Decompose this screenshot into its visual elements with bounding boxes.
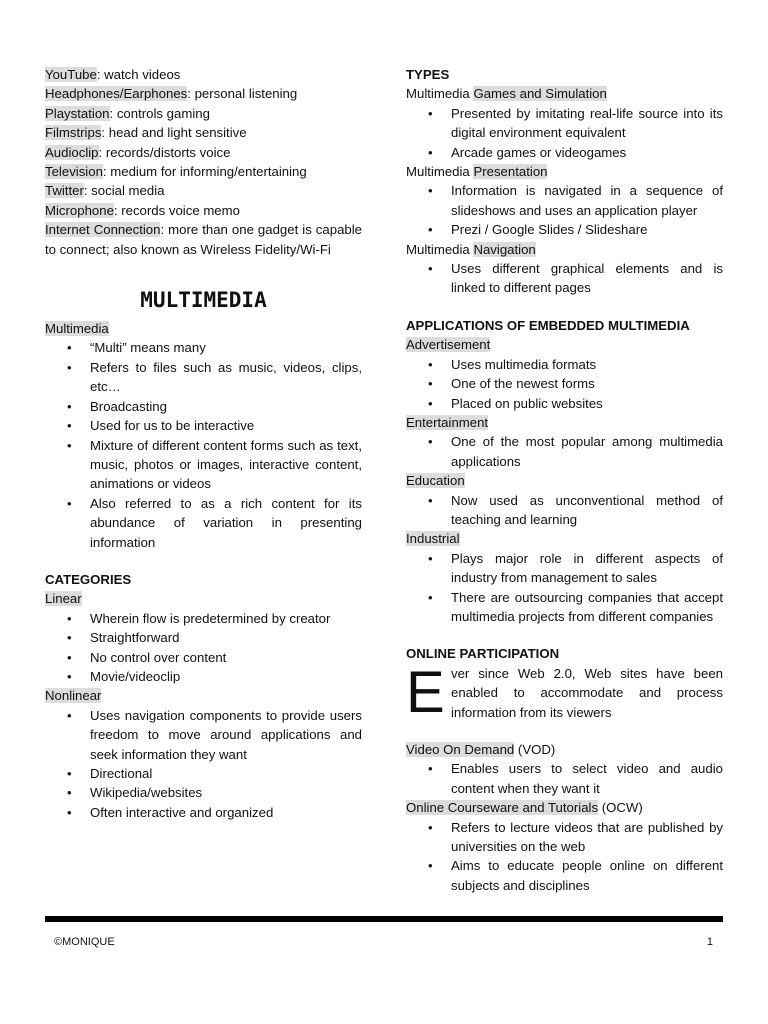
app-label: Industrial bbox=[406, 531, 460, 547]
section-label-nonlinear: Nonlinear bbox=[45, 688, 102, 704]
gadget-item: Twitter: social media bbox=[45, 183, 165, 199]
list-item: • Mixture of different content forms such as text, music, photos or images, interactive content, animations or videos bbox=[45, 436, 362, 494]
linear-bullets bbox=[45, 609, 362, 687]
applications-heading: APPLICATIONS OF EMBEDDED MULTIMEDIA bbox=[406, 317, 690, 333]
left-column bbox=[45, 65, 362, 822]
list-item: • Plays major role in different aspects of industry from management to sales bbox=[406, 549, 723, 588]
list-item: • Now used as unconventional method of teaching and learning bbox=[406, 491, 723, 530]
list-item: • One of the most popular among multimedia applications bbox=[406, 432, 723, 471]
list-item: • Arcade games or videogames bbox=[406, 143, 723, 162]
list-item: • Uses navigation components to provide users freedom to move around applications and seek information they want bbox=[45, 706, 362, 764]
list-item: • Wherein flow is predetermined by creator bbox=[45, 609, 362, 628]
type-label: Multimedia Games and Simulation bbox=[406, 86, 607, 102]
list-item: • Uses different graphical elements and is linked to different pages bbox=[406, 259, 723, 298]
list-item: • Information is navigated in a sequence of slideshows and uses an application player bbox=[406, 181, 723, 220]
list-item: • Aims to educate people online on different subjects and disciplines bbox=[406, 856, 723, 895]
list-item: • Often interactive and organized bbox=[45, 803, 362, 822]
online-participation-heading: ONLINE PARTICIPATION bbox=[406, 646, 560, 662]
gadget-list bbox=[45, 65, 362, 259]
gadget-item: Filmstrips: head and light sensitive bbox=[45, 125, 247, 141]
gadget-item: Headphones/Earphones: personal listening bbox=[45, 86, 298, 102]
app-label: Advertisement bbox=[406, 337, 491, 353]
list-item: • Straightforward bbox=[45, 628, 362, 647]
section-label-linear: Linear bbox=[45, 591, 82, 607]
ocw-bullets bbox=[406, 818, 723, 896]
app-label: Entertainment bbox=[406, 414, 489, 430]
drop-cap: E bbox=[406, 659, 445, 725]
gadget-item: YouTube: watch videos bbox=[45, 67, 181, 82]
nonlinear-bullets bbox=[45, 706, 362, 822]
type-bullets bbox=[406, 259, 723, 298]
page-number: 1 bbox=[706, 936, 713, 948]
ocw-label: Online Courseware and Tutorials (OCW) bbox=[406, 800, 643, 816]
list-item: • Uses multimedia formats bbox=[406, 355, 723, 374]
footer-copyright: ©MONIQUE bbox=[54, 936, 115, 948]
app-bullets bbox=[406, 432, 723, 471]
list-item: • Presented by imitating real-life source into its digital environment equivalent bbox=[406, 104, 723, 143]
list-item: • Prezi / Google Slides / Slideshare bbox=[406, 220, 723, 239]
list-item: • Refers to lecture videos that are published by universities on the web bbox=[406, 818, 723, 857]
footer-rule bbox=[45, 916, 723, 922]
right-column bbox=[406, 65, 723, 895]
gadget-item: Playstation: controls gaming bbox=[45, 105, 210, 121]
type-label: Multimedia Navigation bbox=[406, 241, 536, 257]
gadget-item: Microphone: records voice memo bbox=[45, 202, 240, 218]
app-bullets bbox=[406, 549, 723, 627]
page-title: MULTIMEDIA bbox=[140, 288, 267, 313]
list-item: • Used for us to be interactive bbox=[45, 416, 362, 435]
type-label: Multimedia Presentation bbox=[406, 164, 548, 180]
list-item: • Placed on public websites bbox=[406, 394, 723, 413]
list-item: • There are outsourcing companies that accept multimedia projects from different companies bbox=[406, 588, 723, 627]
list-item: • Refers to files such as music, videos, clips, etc… bbox=[45, 358, 362, 397]
gadget-item: Internet Connection: more than one gadget is capable to connect; also known as Wireless Fidelity/Wi-Fi bbox=[45, 222, 363, 257]
app-label: Education bbox=[406, 473, 465, 489]
list-item: • One of the newest forms bbox=[406, 374, 723, 393]
online-intro bbox=[406, 659, 723, 725]
list-item: • Broadcasting bbox=[45, 397, 362, 416]
online-intro-text: ver since Web 2.0, Web sites have been enabled to accommodate and process information from its viewers bbox=[451, 665, 723, 720]
list-item: • Directional bbox=[45, 764, 362, 783]
categories-heading: CATEGORIES bbox=[45, 571, 132, 587]
vod-bullets bbox=[406, 759, 723, 798]
list-item: • Enables users to select video and audio content when they want it bbox=[406, 759, 723, 798]
list-item: • Wikipedia/websites bbox=[45, 783, 362, 802]
type-bullets bbox=[406, 104, 723, 162]
gadget-item: Television: medium for informing/entertaining bbox=[45, 164, 307, 180]
multimedia-bullets bbox=[45, 338, 362, 551]
vod-label: Video On Demand (VOD) bbox=[406, 742, 556, 757]
list-item: • Also referred to as a rich content for its abundance of variation in presenting information bbox=[45, 494, 362, 552]
list-item: • No control over content bbox=[45, 648, 362, 667]
app-bullets bbox=[406, 491, 723, 530]
list-item: • Movie/videoclip bbox=[45, 667, 362, 686]
gadget-item: Audioclip: records/distorts voice bbox=[45, 144, 231, 160]
types-heading: TYPES bbox=[406, 67, 450, 82]
app-bullets bbox=[406, 355, 723, 413]
section-label-multimedia: Multimedia bbox=[45, 321, 109, 337]
type-bullets bbox=[406, 181, 723, 239]
list-item: • “Multi” means many bbox=[45, 338, 362, 357]
